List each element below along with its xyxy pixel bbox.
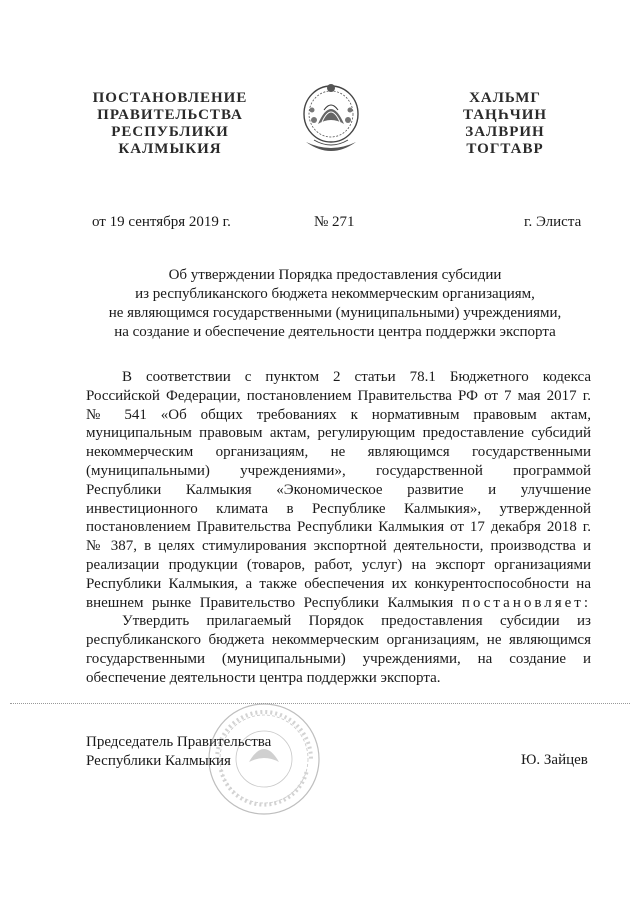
header-right-line: ТАҢҺЧИН — [462, 107, 548, 123]
header-left-line: ПОСТАНОВЛЕНИЕ — [92, 90, 248, 106]
body-line-text: внешнем рынке Правительство Республики Калмыкия — [86, 594, 454, 611]
signatory-title — [86, 733, 271, 771]
header-left-line: РЕСПУБЛИКИ — [111, 124, 229, 140]
body-line-decree — [86, 594, 591, 613]
body-line: постановлением Правительства Республики Калмыкия от 17 декабря 2018 г. — [86, 519, 591, 536]
signatory-title-line: Председатель Правительства — [86, 734, 272, 750]
signatory-title-line: Республики Калмыкия — [86, 753, 231, 769]
header-left-line: КАЛМЫКИЯ — [118, 141, 222, 157]
body-line: № 387, в целях стимулирования экспортной деятельности, производства и — [86, 538, 591, 555]
coat-of-arms-icon — [300, 80, 362, 160]
body-line: Российской Федерации, постановлением Правительства РФ от 7 мая 2017 г. — [86, 387, 591, 404]
body-line: республиканского бюджета некоммерческим организациям, не являющимся — [86, 632, 591, 649]
signatory-name: Ю. Зайцев — [521, 752, 588, 768]
body-line: инвестиционного климата в Республике Калмыкия», утвержденной — [86, 500, 591, 517]
header-left-russian — [90, 90, 250, 158]
body-line: Республики Калмыкия, а также обеспечения их конкурентоспособности на — [86, 575, 591, 592]
decree-keyword: постановляет: — [461, 594, 591, 611]
header-right-line: ТОГТАВР — [466, 141, 544, 157]
decree-body — [86, 368, 591, 688]
decree-city: г. Элиста — [524, 214, 582, 230]
body-line: Утвердить прилагаемый Порядок предоставления субсидии из — [122, 613, 591, 630]
body-line: В соответствии с пунктом 2 статьи 78.1 Бюджетного кодекса — [122, 369, 591, 385]
decree-number: № 271 — [314, 214, 355, 230]
body-line: государственными (муниципальными) учреждениями, на создание и — [86, 650, 591, 667]
header-right-kalmyk — [440, 90, 570, 158]
title-line: на создание и обеспечение деятельности центра поддержки экспорта — [114, 324, 556, 340]
body-line: Республики Калмыкия «Экономическое развитие и улучшение — [86, 481, 591, 498]
body-line: № 541 «Об общих требованиях к нормативным правовым актам, — [86, 406, 591, 423]
decree-date: от 19 сентября 2019 г. — [92, 214, 231, 230]
body-line: (муниципальными) учреждениями», государственной программой — [86, 462, 591, 479]
body-line: некоммерческим организациям, не являющимся государственными — [86, 444, 591, 461]
title-line: Об утверждении Порядка предоставления субсидии — [168, 267, 502, 283]
decree-title — [70, 266, 600, 342]
body-line: обеспечение деятельности центра поддержки экспорта. — [86, 669, 441, 686]
body-line: реализации продукции (товаров, работ, услуг) на экспорт организациями — [86, 556, 591, 573]
title-line: из республиканского бюджета некоммерческим организациям, — [135, 286, 535, 302]
header-left-line: ПРАВИТЕЛЬСТВА — [97, 107, 243, 123]
header-right-line: ХАЛЬМГ — [469, 90, 541, 106]
body-line: муниципальным правовым актам, регулирующим предоставление субсидий — [86, 425, 591, 442]
title-line: не являющимся государственными (муниципальными) учреждениями, — [108, 305, 562, 321]
header-right-line: ЗАЛВРИН — [465, 124, 545, 140]
